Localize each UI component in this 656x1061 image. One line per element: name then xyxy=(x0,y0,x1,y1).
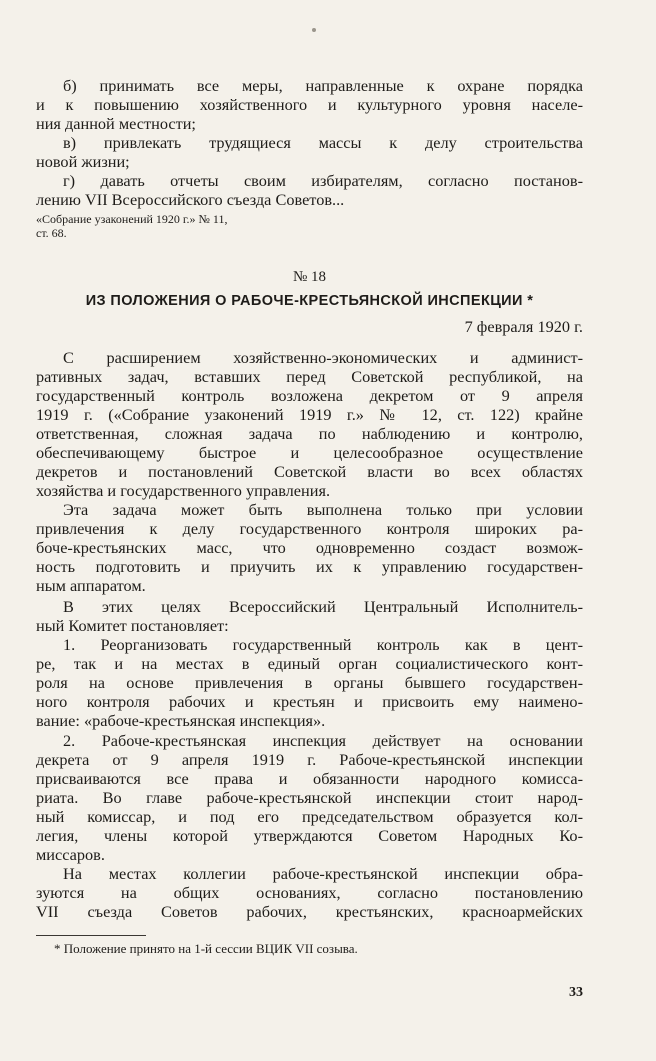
document-date: 7 февраля 1920 г. xyxy=(464,317,583,336)
paragraph-resolution: В этих целях Всероссийский Центральный Исполнитель- ный Комитет постановляет: xyxy=(36,597,583,635)
paragraph-task: Эта задача может быть выполнена только при условии привлечения к делу государственного контроля широких ра- боче-крестьянских масс, что одновременно создаст возмож- ность подготовить и приучить их к управлению государствен- ным аппаратом. xyxy=(36,500,583,595)
page-number: 33 xyxy=(569,985,583,1000)
footnote-divider xyxy=(36,935,146,936)
item-v: в) привлекать трудящиеся массы к делу строительства новой жизни; xyxy=(36,133,583,171)
item-g: г) давать отчеты своим избирателям, согласно постанов- лению VII Всероссийского съезда Советов... xyxy=(36,171,583,209)
paragraph-point-1: 1. Реорганизовать государственный контроль как в цент- ре, так и на местах в единый орган социалистического конт- роля на основе привлечения в органы бывшего государствен- ного контроля рабочих и крестьян и присвоить ему наимено- вание: «рабоче-крестьянская инспекция». xyxy=(36,635,583,730)
item-b: б) принимать все меры, направленные к охране порядка и к повышению хозяйственного и культурного уровня населе- ния данной местности; xyxy=(36,76,583,133)
document-title: ИЗ ПОЛОЖЕНИЯ О РАБОЧЕ-КРЕСТЬЯНСКОЙ ИНСПЕКЦИИ * xyxy=(85,293,534,309)
paragraph-local: На местах коллегии рабоче-крестьянской инспекции обра- зуются на общих основаниях, согласно постановлению VII съезда Советов рабочих, крестьянских, красноармейских xyxy=(36,864,583,921)
document-number: № 18 xyxy=(292,269,327,285)
footnote: * Положение принято на 1-й сессии ВЦИК VII созыва. xyxy=(54,941,358,956)
paragraph-intro: С расширением хозяйственно-экономических и админист- ративных задач, вставших перед Советской республикой, на государственный контроль возложена декретом от 9 апреля 1919 г. («Собрание узаконений 1919 г.» № 12, ст. 122) крайне ответственная, сложная задача по наблюдению и контролю, обеспечивающему быстрое и целесообразное осуществление декретов и постановлений Советской власти во всех областях хозяйства и государственного управления. xyxy=(36,348,583,500)
source-citation: «Собрание узаконений 1920 г.» № 11, ст. 68. xyxy=(36,212,228,240)
page-mark xyxy=(312,28,316,32)
paragraph-point-2: 2. Рабоче-крестьянская инспекция действует на основании декрета от 9 апреля 1919 г. Рабоче-крестьянской инспекции присваиваются все права и обязанности народного комисса- риата. Во главе рабоче-крестьянской инспекции стоит народ- ный комиссар, и под его председательством образуется кол- легия, члены которой утверждаются Советом Народных Ко- миссаров. xyxy=(36,731,583,864)
